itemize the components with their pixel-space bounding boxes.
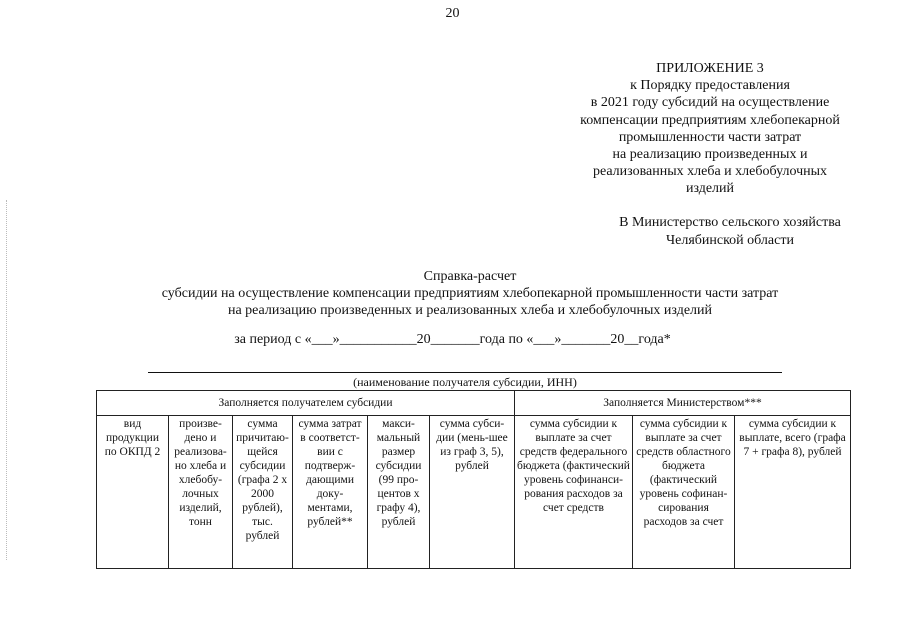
appendix-line: реализованных хлеба и хлебобулочных [592,164,828,180]
page-number: 20 [445,6,460,21]
column-header: сумма субсидии к выплате за счет средств федерального бюджета (фактический уровень софинанси-рования расходов за счет средств [515,416,633,569]
document-subtitle: на реализацию произведенных и реализованных хлеба и хлебобулочных изделий [227,303,713,318]
column-header: произве-дено и реализова-но хлеба и хлебобу-лочных изделий, тонн [169,416,233,569]
addressee-block [560,214,900,250]
document-title: Справка-расчет [423,269,517,284]
appendix-line: на реализацию произведенных и [612,147,808,163]
appendix-line: компенсации предприятиям хлебопекарной [580,112,840,128]
column-header: сумма субси-дии (мень-шее из граф 3, 5), рублей [430,416,515,569]
group-header-ministry: Заполняется Министерством*** [515,391,851,416]
recipient-name-line [148,372,782,373]
addressee-line: В Министерство сельского хозяйства [619,215,841,230]
column-header: сумма затрат в соответст-вии с подтверж-дающими доку-ментами, рублей** [293,416,368,569]
calculation-table [96,390,851,569]
document-subtitle: субсидии на осуществление компенсации предприятиям хлебопекарной промышленности части затрат [161,286,779,301]
group-header-recipient: Заполняется получателем субсидии [97,391,515,416]
recipient-caption: (наименование получателя субсидии, ИНН) [353,375,577,389]
addressee-line: Челябинской области [666,233,794,248]
column-header: сумма субсидии к выплате за счет средств областного бюджета (фактический уровень софинан-сирования расходов за счет [633,416,735,569]
column-header: макси-мальный размер субсидии (99 про-центов х графу 4), рублей [368,416,430,569]
scan-margin-mark [6,200,8,560]
column-header: сумма субсидии к выплате, всего (графа 7 + графа 8), рублей [735,416,851,569]
appendix-line: к Порядку предоставления [630,78,790,94]
appendix-header [540,60,880,198]
appendix-line: изделий [685,181,735,197]
column-header: сумма причитаю-щейся субсидии (графа 2 х 2000 рублей), тыс. рублей [233,416,293,569]
reporting-period: за период с «___»___________20_______года по «___»_______20__года* [234,332,671,347]
appendix-title: ПРИЛОЖЕНИЕ 3 [656,61,764,76]
document-title-block [100,268,840,319]
appendix-line: промышленности части затрат [618,129,802,145]
appendix-line: в 2021 году субсидий на осуществление [590,95,830,111]
column-header: вид продукции по ОКПД 2 [97,416,169,569]
